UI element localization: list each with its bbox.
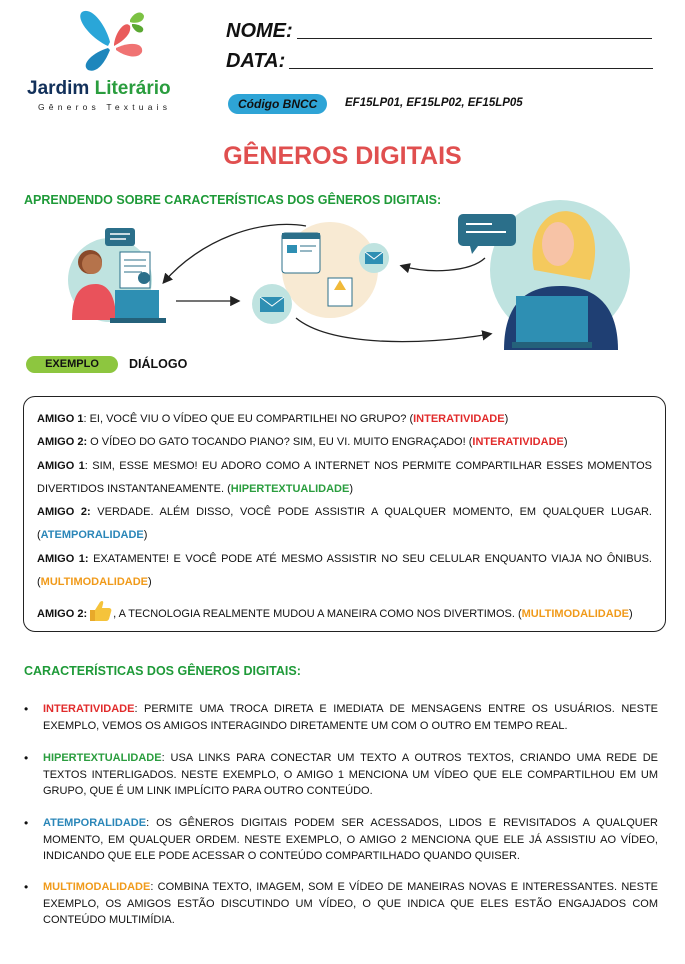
term-interatividade: INTERATIVIDADE xyxy=(43,703,135,715)
butterfly-logo-icon xyxy=(70,8,160,78)
term-atemporalidade: ATEMPORALIDADE xyxy=(43,817,147,829)
brand-subtitle: Gêneros Textuais xyxy=(38,102,172,112)
dialogue-text: : SIM, ESSE MESMO! EU ADORO COMO A INTERNET NOS PERMITE COMPARTILHAR ESSES MOMENTOS xyxy=(84,460,653,472)
brand-name-part1: Jardim xyxy=(27,78,95,99)
name-field[interactable] xyxy=(297,38,652,39)
term-description: : COMBINA TEXTO, IMAGEM, SOM E VÍDEO DE MANEIRAS NOVAS E INTERESSANTES. NESTE EXEMPLO, OS AMIGOS ESTÃO DISCUTINDO UM VÍDEO, O QUE INDICA QUE ELES ESTÃO ENGAJADOS COM CONTEÚDO MULTIMÍDIA. xyxy=(43,881,658,926)
tag-multimodalidade: MULTIMODALIDADE xyxy=(40,576,149,588)
section-heading-learning: APRENDENDO SOBRE CARACTERÍSTICAS DOS GÊNEROS DIGITAIS: xyxy=(24,193,442,207)
dialogue-line xyxy=(37,553,652,565)
tag-interatividade: INTERATIVIDADE xyxy=(472,436,564,448)
dialogue-end: ) xyxy=(349,483,353,495)
speaker: AMIGO 1 xyxy=(37,460,85,472)
dialogue-text: O VÍDEO DO GATO TOCANDO PIANO? SIM, EU VI. MUITO ENGRAÇADO! ( xyxy=(87,436,473,448)
dialogue-end: ) xyxy=(628,608,633,620)
page-title: GÊNEROS DIGITAIS xyxy=(223,142,462,170)
name-label: NOME: xyxy=(226,20,293,42)
dialogue-text: VERDADE. ALÉM DISSO, VOCÊ PODE ASSISTIR A QUALQUER MOMENTO, EM QUALQUER LUGAR. xyxy=(90,506,652,518)
dialogue-line-cont xyxy=(37,529,652,541)
dialogue-text: , A TECNOLOGIA REALMENTE MUDOU A MANEIRA COMO NOS DIVERTIMOS. ( xyxy=(113,608,522,620)
term-description: : OS GÊNEROS DIGITAIS PODEM SER ACESSADOS, LIDOS E REVISITADOS A QUALQUER MOMENTO, EM QUALQUER ORDEM. NESTE EXEMPLO, O AMIGO 2 MENCIONA QUE ELE JÁ ASSISTIU AO VÍDEO, INDICANDO QUE ELE PODE ACESSAR O CONTEÚDO COMPARTILHADO QUANDO QUISER. xyxy=(43,817,658,862)
list-item xyxy=(24,815,658,865)
term-description: : USA LINKS PARA CONECTAR UM TEXTO A OUTROS TEXTOS, CRIANDO UMA REDE DE TEXTOS INTERLIGADOS. NESTE EXEMPLO, O AMIGO 1 MENCIONA UM VÍDEO QUE ELE COMPARTILHOU EM UM GRUPO, QUE É UM LINK IMPLÍCITO PARA OUTRO CONTEÚDO. xyxy=(43,752,658,797)
dialogue-text: ( xyxy=(37,576,41,588)
term-description: : PERMITE UMA TROCA DIRETA E IMEDIATA DE MENSAGENS ENTRE OS USUÁRIOS. NESTE EXEMPLO, VEMOS OS AMIGOS INTERAGINDO DIRETAMENTE UM COM O OUTRO EM TEMPO REAL. xyxy=(43,703,658,732)
dialogue-text: ( xyxy=(37,529,41,541)
date-label: DATA: xyxy=(226,50,286,72)
bncc-codes: EF15LP01, EF15LP02, EF15LP05 xyxy=(345,97,523,109)
bullet-icon: • xyxy=(24,816,29,830)
bullet-icon: • xyxy=(24,880,29,894)
dialogue-text: DIVERTIDOS INSTANTANEAMENTE. ( xyxy=(37,483,231,495)
date-field-row xyxy=(226,50,653,73)
list-item xyxy=(24,879,658,929)
speaker: AMIGO 2: xyxy=(37,436,88,448)
list-item xyxy=(24,701,658,735)
dialogue-end: ) xyxy=(148,576,152,588)
speaker: AMIGO 1 xyxy=(37,413,84,425)
dialogue-line xyxy=(37,506,652,518)
dialogue-line xyxy=(37,436,652,448)
name-field-row xyxy=(226,20,652,43)
dialogue-text: : EI, VOCÊ VIU O VÍDEO QUE EU COMPARTILHEI NO GRUPO? ( xyxy=(83,413,414,425)
tag-atemporalidade: ATEMPORALIDADE xyxy=(40,529,144,541)
dialogue-end: ) xyxy=(504,413,509,425)
dialogue-line xyxy=(37,460,652,472)
term-hipertextualidade: HIPERTEXTUALIDADE xyxy=(43,752,162,764)
speaker: AMIGO 1: xyxy=(37,553,89,565)
dialogue-line xyxy=(37,599,652,623)
digital-communication-illustration xyxy=(60,200,640,360)
dialogue-line xyxy=(37,413,652,425)
speaker: AMIGO 2: xyxy=(37,506,91,518)
dialogue-line-cont xyxy=(37,576,652,588)
dialogue-end: ) xyxy=(143,529,148,541)
brand-name xyxy=(27,78,171,100)
bullet-icon: • xyxy=(24,702,29,716)
tag-interatividade: INTERATIVIDADE xyxy=(413,413,505,425)
brand-name-part2: Literário xyxy=(94,78,171,99)
bncc-badge: Código BNCC xyxy=(228,94,327,114)
example-label: DIÁLOGO xyxy=(129,357,188,371)
tag-multimodalidade: MULTIMODALIDADE xyxy=(521,608,629,620)
list-item xyxy=(24,750,658,800)
term-multimodalidade: MULTIMODALIDADE xyxy=(43,881,151,893)
bullet-icon: • xyxy=(24,751,29,765)
tag-hipertextualidade: HIPERTEXTUALIDADE xyxy=(230,483,350,495)
dialogue-end: ) xyxy=(563,436,568,448)
thumbs-up-icon xyxy=(87,599,113,623)
date-field[interactable] xyxy=(289,68,653,69)
dialogue-text: EXATAMENTE! E VOCÊ PODE ATÉ MESMO ASSISTIR NO SEU CELULAR ENQUANTO VIAJA NO ÔNIBUS. xyxy=(88,553,652,565)
dialogue-line-cont xyxy=(37,483,652,495)
section-heading-characteristics: CARACTERÍSTICAS DOS GÊNEROS DIGITAIS: xyxy=(24,664,301,678)
example-pill: EXEMPLO xyxy=(26,356,118,373)
speaker: AMIGO 2: xyxy=(37,608,88,620)
